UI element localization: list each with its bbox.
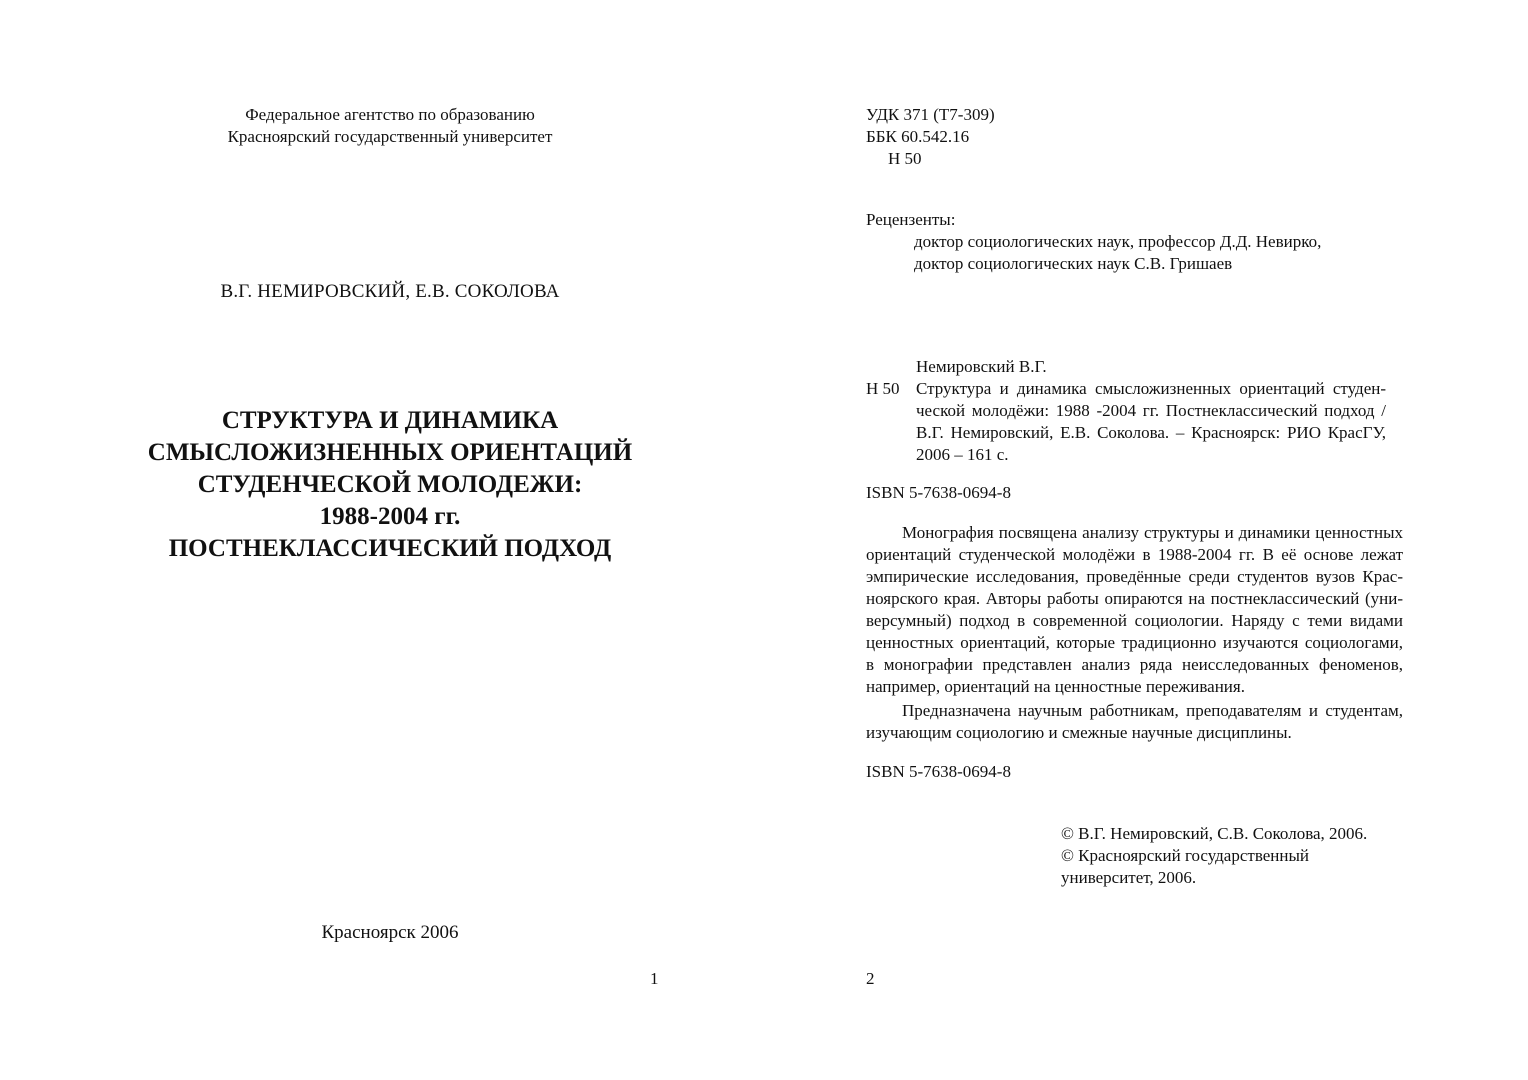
title-line: ПОСТНЕКЛАССИЧЕСКИЙ ПОДХОД bbox=[168, 535, 612, 562]
bibliographic-description bbox=[916, 378, 1386, 466]
biblio-line: 2006 – 161 с. bbox=[916, 445, 1009, 464]
bbk-code: ББК 60.542.16 bbox=[866, 127, 970, 146]
classification-codes bbox=[866, 104, 995, 170]
city-year: Красноярск 2006 bbox=[321, 922, 459, 943]
abstract-line: эмпирические исследования, проведённые среди студентов вузов Крас- bbox=[866, 567, 1403, 586]
bibliographic-author: Немировский В.Г. bbox=[916, 357, 1047, 376]
book-title bbox=[0, 405, 780, 565]
intended-audience bbox=[866, 700, 1403, 744]
title-line: СТРУКТУРА И ДИНАМИКА bbox=[221, 407, 559, 434]
copyright-line: университет, 2006. bbox=[1061, 868, 1197, 887]
imprint-page bbox=[764, 0, 1528, 1080]
udk-code: УДК 371 (Т7-309) bbox=[866, 105, 995, 124]
author-code: Н 50 bbox=[888, 149, 922, 168]
agency-name: Федеральное агентство по образованию bbox=[245, 105, 535, 124]
biblio-line: ческой молодёжи: 1988 -2004 гг. Постнеклассический подход / bbox=[916, 401, 1386, 420]
isbn: ISBN 5-7638-0694-8 bbox=[866, 762, 1011, 781]
publisher-organization bbox=[0, 104, 780, 148]
reviewer: доктор социологических наук, профессор Д.Д. Невирко, bbox=[914, 232, 1322, 251]
purpose-line: Предназначена научным работникам, преподавателям и студентам, bbox=[902, 701, 1403, 720]
abstract-line: например, ориентаций на ценностные переживания. bbox=[866, 677, 1245, 696]
abstract-line: в монографии представлен анализ ряда неисследованных феноменов, bbox=[866, 655, 1403, 674]
abstract-line: Монография посвящена анализу структуры и динамики ценностных bbox=[902, 523, 1403, 542]
isbn: ISBN 5-7638-0694-8 bbox=[866, 483, 1011, 502]
copyright-line: © Красноярский государственный bbox=[1061, 846, 1310, 865]
purpose-line: изучающим социологию и смежные научные дисциплины. bbox=[866, 723, 1292, 742]
title-line: СМЫСЛОЖИЗНЕННЫХ ОРИЕНТАЦИЙ bbox=[147, 439, 633, 466]
page-number: 2 bbox=[866, 969, 875, 988]
title-line: 1988-2004 гг. bbox=[319, 503, 461, 530]
abstract-line: ценностных ориентаций, которые традиционно изучаются социологами, bbox=[866, 633, 1403, 652]
copyright-notice bbox=[1061, 823, 1367, 889]
biblio-line: В.Г. Немировский, Е.В. Соколова. – Красноярск: РИО КрасГУ, bbox=[916, 423, 1386, 442]
reviewers-list bbox=[914, 231, 1321, 275]
university-name: Красноярский государственный университет bbox=[227, 127, 553, 146]
reviewers-heading: Рецензенты: bbox=[866, 210, 956, 229]
abstract bbox=[866, 522, 1403, 698]
reviewer: доктор социологических наук С.В. Гришаев bbox=[914, 254, 1233, 273]
title-line: СТУДЕНЧЕСКОЙ МОЛОДЕЖИ: bbox=[197, 471, 583, 498]
biblio-line: Структура и динамика смысложизненных ориентаций студен- bbox=[916, 379, 1386, 398]
page-number: 1 bbox=[650, 969, 659, 988]
abstract-line: ноярского края. Авторы работы опираются на постнеклассический (уни- bbox=[866, 589, 1403, 608]
bibliographic-code: Н 50 bbox=[866, 379, 900, 398]
copyright-line: © В.Г. Немировский, С.В. Соколова, 2006. bbox=[1061, 824, 1368, 843]
abstract-line: версумный) подход в современной социологии. Наряду с теми видами bbox=[866, 611, 1403, 630]
authors: В.Г. НЕМИРОВСКИЙ, Е.В. СОКОЛОВА bbox=[220, 281, 560, 302]
abstract-line: ориентаций студенческой молодёжи в 1988-2004 гг. В её основе лежат bbox=[866, 545, 1403, 564]
